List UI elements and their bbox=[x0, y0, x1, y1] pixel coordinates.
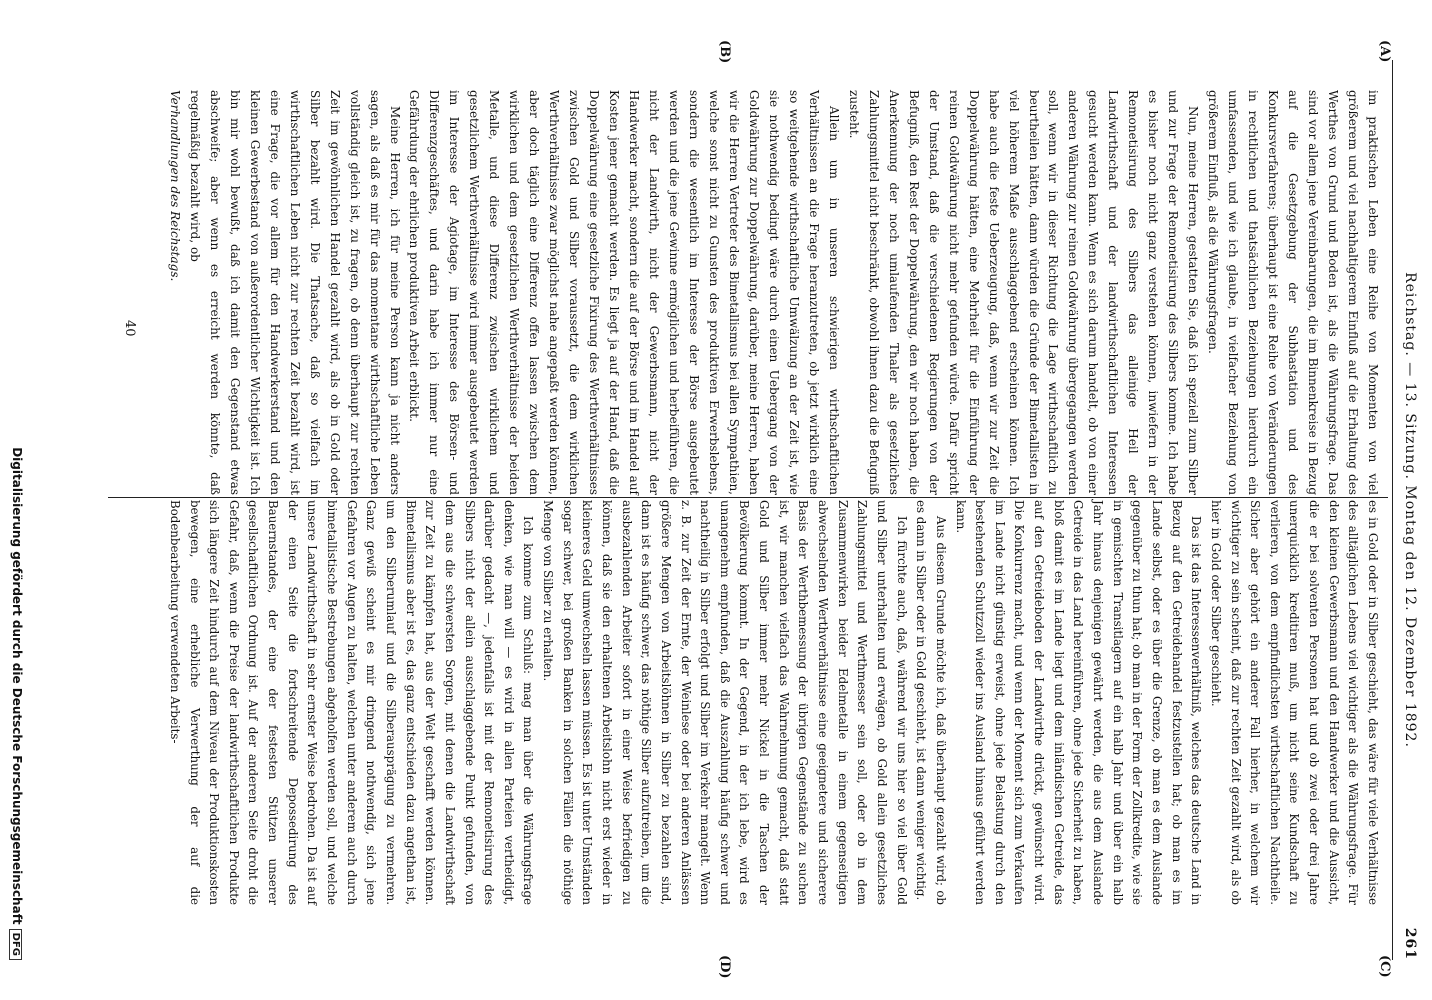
left-text-column bbox=[164, 90, 1382, 495]
page-mark: 40 bbox=[122, 320, 137, 337]
paragraph: Allein um in unseren schwierigen wirthschaftlichen Verhältnissen an die Frage heranzutreten, ob jetzt wirklich eine so weitgehende wirthschaftliche Umwälzung an der Zeit ist, wie sie nothwendig bedingt wäre durch einen Uebergang von der Goldwährung zur Doppelwährung, darüber, meine Herren, haben wir die Herren Vertreter des Bimetallismus bei allen Sympathien, welche sonst nicht zu Gunsten des produktiven Erwerbslebens, sondern die wesentlich im Interesse der Börse ausgebeutet werden und die jene Gewinne ermöglichen und herbeiführen, die nicht der Landwirth, nicht der Gewerbsmann, nicht der Handwerker macht, sondern die auf der Börse und im Handel auf Kosten jener gemacht werden. Es liegt ja auf der Hand, daß die Doppelwährung eine gesetzliche Fixirung des Werthverhältnisses zwischen Gold und Silber voraussetzt, die dem wirklichen Werthverhältnisse zwar möglichst nahe angepaßt werden können, aber doch täglich eine Differenz offen lassen zwischen dem wirklichen und dem gesetzlichen Werthverhältnisse der beiden Metalle, und diese Differenz zwischen wirklichem und gesetzlichem Werthverhältnisse wird immer ausgebeutet werden im Interesse der Agiotage, im Interesse des Börsen- und Differenzgeschäftes, und darin habe ich immer nur eine Gefährdung der ehrlichen produktiven Arbeit erblickt. bbox=[407, 90, 841, 495]
running-header: Reichstag. — 13. Sitzung. Montag den 12. Dezember 1892. bbox=[1402, 272, 1418, 748]
paragraph: Das ist das Interessenverhältniß, welches das deutsche Land in Bezug auf den Getreidehandel festzustellen hat; ob man es im Lande selbst, oder es über die Grenze, ob man es dem Auslande gegenüber zu thun hat; ob man in der Form der Zollkredite, wie sie in gemischten Transitlagern auf ein halb Jahr und über ein halb Jahr hinaus denjenigen gewährt werden, die aus dem Auslande Getreide in das Land hereinführen, ohne jede Sicherheit zu haben, bloß damit es im Lande liegt und dem inländischen Getreide, das auf den Getreideboden der Landwirthe drückt, gewünscht wird. Die Konkurrenz macht, und wenn der Moment sich zum Verkaufen im Lande nicht günstig erweist, ohne jede Belastung durch den bestehenden Schutzzoll wieder ins Ausland hinaus geführt werden kann. bbox=[953, 500, 1204, 905]
paragraph: Aus diesem Grunde möchte ich, daß überhaupt gezahlt wird; ob es dann in Silber oder in Gold geschieht, ist dann weniger wichtig. bbox=[914, 500, 948, 905]
margin-marker-a: (A) bbox=[1377, 40, 1392, 63]
paragraph: es in Gold oder in Silber geschieht, das wäre für viele Verhältnisse des alltäglichen Lebens viel wichtiger als die Währungsfrage. Für den kleinen Gewerbsmann und den Handwerker und die Aussicht, die er bei solventen Personen hat und ob zwei oder drei Jahre unerquicklich kreditiren muß, um nicht seine Kundschaft zu verlieren, von dem empfindlichsten wirthschaftlichen Nachtheile. Sicher aber gehört ein anderer Fall hierher, in welchem wir wichtiger zu sein scheint, daß zur rechten Zeit gezahlt wird, als ob hier in Gold oder Silber geschieht. bbox=[1208, 500, 1380, 905]
dfg-logo: DFG bbox=[9, 929, 22, 960]
paragraph: im praktischen Leben eine Reihe von Momenten von viel größerem und viel nachhaltigerem Einfluß auf die Erhaltung des Werthes von Grund und Boden ist, als die Währungsfrage. Das sind vor allem jene Vereinbarungen, die im Binnenkreise in Bezug auf die Gesetzgebung der Subhastation und des Konkursverfahrens; überhaupt ist eine Reihe von Veränderungen in rechtlichen und thatsächlichen Beziehungen hierdurch ein umfassenden, und wie ich glaube, in vielfacher Beziehung von größerem Einfluß, als die Währungsfragen. bbox=[1206, 90, 1380, 495]
margin-marker-d: (D) bbox=[717, 955, 732, 979]
margin-marker-c: (C) bbox=[1377, 955, 1392, 978]
page-number: 261 bbox=[1402, 927, 1418, 960]
header-rule bbox=[1392, 60, 1393, 960]
paragraph: Meine Herren, ich für meine Person kann ja nicht anders sagen, als daß es mir für das momentane wirthschaftliche Leben vollständig gleich ist, zu fragen, ob denn überhaupt zur rechten Zeit im gewöhnlichen Handel gezahlt wird, als ob in Gold oder Silber bezahlt wird. Die Thatsache, daß so vielfach im wirthschaftlichen Leben nicht zur rechten Zeit bezahlt wird, ist eine Frage, die vor allem für den Handwerkerstand und den kleinen Gewerbestand von außerordentlicher Wichtigkeit ist. Ich bin mir wohl bewußt, daß ich damit den Gegenstand etwas abschweife; aber wenn es erreicht werden könnte, daß regelmäßig bezahlt wird, ob bbox=[187, 90, 402, 495]
paragraph: Ich komme zum Schluß: mag man über die Währungsfrage denken, wie man will — es wird in allen Parteien vertheidigt, darüber gedacht —, jedenfalls ist mit der Remonetisirung des Silbers nicht der allein ausschlaggebende Punkt gefunden, von dem aus die schwersten Sorgen, mit denen die Landwirthschaft zur Zeit zu kämpfen hat, aus der Welt geschafft werden können. Bimetallismus aber ist es, das ganz entschieden dazu angethan ist, um den Silberumlauf und die Silberausprägung zu vermehren. Ganz gewiß scheint es mir dringend nothwendig, sich jene Gefahren vor Augen zu halten, welchen unter anderem auch durch bimetallistische Bestrebungen abgeholfen werden soll, und welche unsere Landwirthschaft in sehr ernster Weise bedrohen. Da ist auf der einen Seite die fortschreitende Depossedirung des Bauernstandes, der eine der festesten Stützen unserer gesellschaftlichen Ordnung ist. Auf der anderen Seite droht die Gefahr, daß, wenn die Preise der landwirthschaftlichen Produkte sich längere Zeit hindurch auf dem Niveau der Produktionskosten bewegen, eine erhebliche Verwerthung der auf die Bodenbearbeitung verwendeten Arbeits- bbox=[167, 500, 536, 905]
footer-text: Digitalisierung gefördert durch die Deutsche Forschungsgemeinschaft bbox=[10, 447, 24, 925]
margin-marker-b: (B) bbox=[717, 40, 732, 64]
footer-note: Verhandlungen des Reichstags. bbox=[167, 90, 182, 282]
page-header bbox=[1392, 60, 1422, 960]
column-separator bbox=[108, 497, 1388, 498]
paragraph: Nun, meine Herren, gestatten Sie, daß ich speziell zum Silber und zur Frage der Remonetisirung des Silbers komme. Ich habe es bisher noch nicht ganz verstehen können, inwiefern in der Remonetisirung des Silbers das alleinige Heil der Landwirthschaft und der landwirthschaftlichen Interessen gesucht werden kann. Wenn es sich darum handelt, ob von einer anderen Währung zur reinen Goldwährung übergegangen werden soll, wenn wir in dieser Richtung die Lage wirthschaftlich zu beurtheilen hätten, dann würden die Gründe der Bimetallisten in viel höherem Maße ausschlaggebend erscheinen können. Ich habe auch die feste Ueberzeugung, daß, wenn wir zur Zeit die Doppelwährung hätten, eine Mehrheit für die Einführung der reinen Goldwährung nicht mehr gefunden würde. Dafür spricht der Umstand, daß die verschiedenen Regierungen von der Befugniß, den Rest der Doppelwährung, den wir noch haben, die Anerkennung der noch umlaufenden Thaler als gesetzliches Zahlungsmittel nicht beschränkt, obwohl ihnen dazu die Befugniß zusteht. bbox=[846, 90, 1201, 495]
paragraph: Ich fürchte auch, daß, während wir uns hier so viel über Gold und Silber unterhalten und erwägen, ob Gold allein gesetzliches Zahlungsmittel und Werthmesser sein soll, oder ob in dem Zusammenwirken beider Edelmetalle in einem gegenseitigen abwechselnden Werthverhältnisse eine geeignetere und sicherere Basis der Werthbemessung der übrigen Gegenstände zu suchen ist, wir manchen vielfach das Wahrnehmung gemacht, daß statt Gold und Silber immer mehr Nickel in die Taschen der Bevölkerung kommt. In der Gegend, in der ich lebe, wird es unangenehm empfunden, daß die Auszahlung häufig schwer und nachtheilig in Silber erfolgt und Silber im Verkehr mangelt. Wenn z. B. zur Zeit der Ernte, der Weinlese oder bei anderen Anlässen größere Mengen von Arbeitslöhnen in Silber zu bezahlen sind, dann ist es häufig schwer, das nöthige Silber aufzutreiben, um die ausbezahlenden Arbeiter sofort in einer Weise befriedigen zu können, daß sie den erhaltenen Arbeitslohn nicht erst wieder in kleineres Geld umwechseln lassen müssen. Es ist unter Umständen sogar schwer, bei großen Banken in solchen Fällen die nöthige Menge von Silber zu erhalten. bbox=[541, 500, 909, 905]
right-text-column bbox=[164, 500, 1382, 905]
digitization-footer bbox=[9, 40, 24, 960]
